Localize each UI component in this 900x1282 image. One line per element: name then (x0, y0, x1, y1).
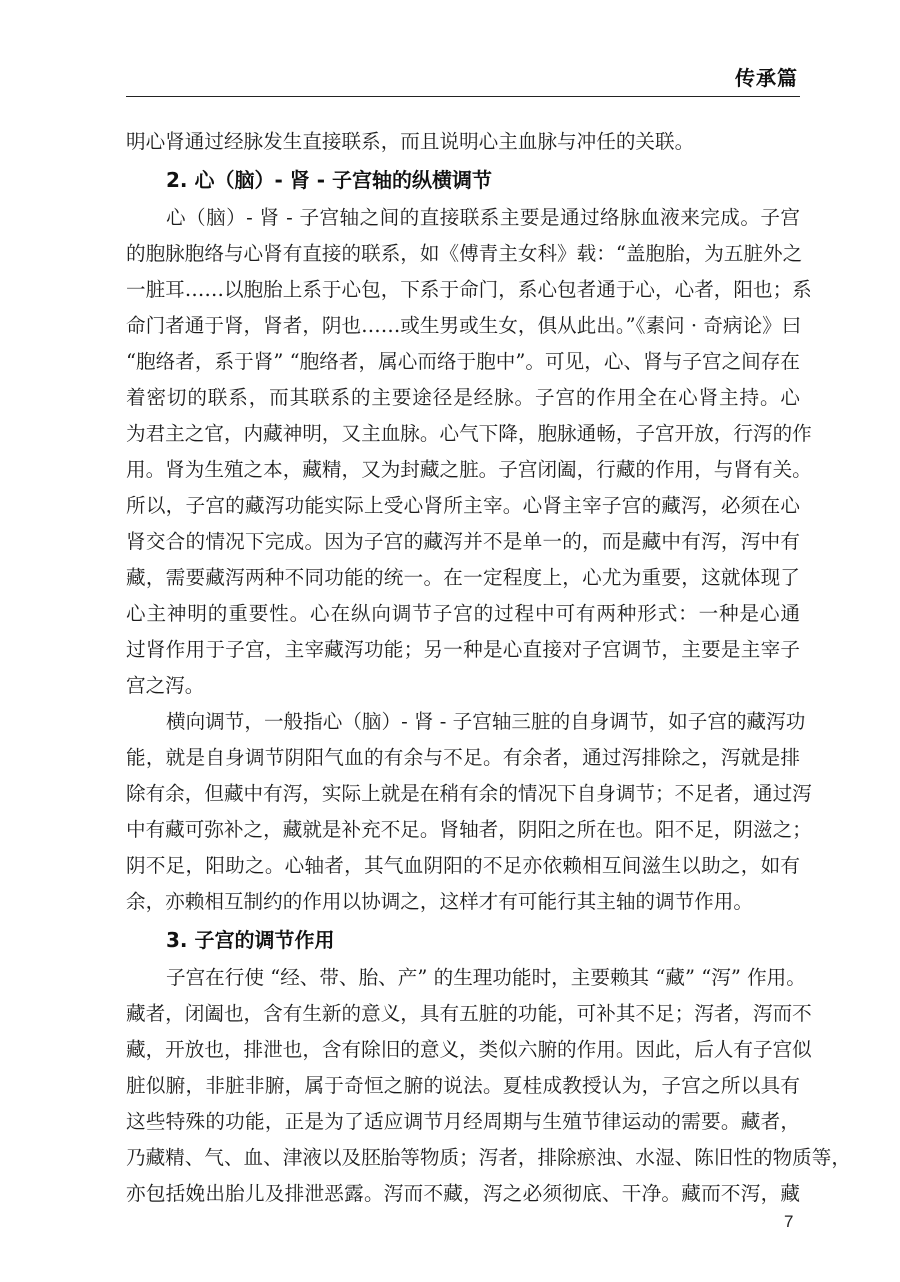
text-line: 子宫在行使 “经、带、胎、产” 的生理功能时，主要赖其 “藏” “泻” 作用。 (166, 966, 806, 989)
text-line: 过肾作用于子宫，主宰藏泻功能；另一种是心直接对子宫调节，主要是主宰子 (126, 638, 800, 661)
text-line: 中有藏可弥补之，藏就是补充不足。肾轴者，阴阳之所在也。阳不足，阴滋之； (126, 818, 812, 841)
text-line: 亦包括娩出胎儿及排泄恶露。泻而不藏，泻之必须彻底、干净。藏而不泻，藏 (126, 1182, 800, 1205)
text-line: 余，亦赖相互制约的作用以协调之，这样才有可能行其主轴的调节作用。 (126, 890, 753, 913)
text-line: 命门者通于肾，肾者，阴也……或生男或生女，俱从此出。”《素问 · 奇病论》曰 (126, 314, 802, 337)
text-line: 除有余，但藏中有泻，实际上就是在稍有余的情况下自身调节；不足者，通过泻 (126, 782, 812, 805)
section-heading: 2. 心（脑）- 肾 - 子宫轴的纵横调节 (166, 168, 492, 192)
text-line: 为君主之官，内藏神明，又主血脉。心气下降，胞脉通畅，子宫开放，行泻的作 (126, 422, 812, 445)
text-line: 乃藏精、气、血、津液以及胚胎等物质；泻者，排除瘀浊、水湿、陈旧性的物质等， (126, 1146, 851, 1169)
text-line: 的胞脉胞络与心肾有直接的联系，如《傅青主女科》载：“盖胞胎，为五脏外之 (126, 242, 803, 265)
text-line: 横向调节，一般指心（脑）- 肾 - 子宫轴三脏的自身调节，如子宫的藏泻功 (166, 710, 806, 733)
text-line: 用。肾为生殖之本，藏精，又为封藏之脏。子宫闭阖，行藏的作用，与肾有关。 (126, 458, 812, 481)
paragraph (126, 704, 812, 920)
text-line: 脏似腑，非脏非腑，属于奇恒之腑的说法。夏桂成教授认为，子宫之所以具有 (126, 1074, 800, 1097)
page-number: 7 (784, 1212, 794, 1231)
text-line: 藏者，闭阖也，含有生新的意义，具有五脏的功能，可补其不足；泻者，泻而不 (126, 1002, 812, 1025)
text-line: 阴不足，阳助之。心轴者，其气血阴阳的不足亦依赖相互间滋生以助之，如有 (126, 854, 800, 877)
text-line: 着密切的联系，而其联系的主要途径是经脉。子宫的作用全在心肾主持。心 (126, 386, 800, 409)
running-header (126, 60, 800, 97)
text-line: 能，就是自身调节阴阳气血的有余与不足。有余者，通过泻排除之，泻就是排 (126, 746, 800, 769)
paragraph (126, 200, 812, 704)
paragraph-continuation (126, 124, 800, 160)
text-line: 心（脑）- 肾 - 子宫轴之间的直接联系主要是通过络脉血液来完成。子宫 (166, 206, 800, 229)
text-line: 这些特殊的功能，正是为了适应调节月经周期与生殖节律运动的需要。藏者， (126, 1110, 800, 1133)
text-line: 所以，子宫的藏泻功能实际上受心肾所主宰。心肾主宰子宫的藏泻，必须在心 (126, 494, 800, 517)
text-line: 宫之泻。 (126, 674, 205, 697)
text-line: 明心肾通过经脉发生直接联系，而且说明心主血脉与冲任的关联。 (126, 130, 695, 153)
text-line: “胞络者，系于肾” “胞络者，属心而络于胞中”。可见，心、肾与子宫之间存在 (126, 350, 800, 373)
text-line: 一脏耳……以胞胎上系于心包，下系于命门，系心包者通于心，心者，阳也；系 (126, 278, 812, 301)
body-text (126, 124, 851, 1212)
text-line: 心主神明的重要性。心在纵向调节子宫的过程中可有两种形式：一种是心通 (126, 602, 800, 625)
section-heading: 3. 子宫的调节作用 (166, 928, 335, 952)
text-line: 藏，需要藏泻两种不同功能的统一。在一定程度上，心尤为重要，这就体现了 (126, 566, 800, 589)
text-line: 藏，开放也，排泄也，含有除旧的意义，类似六腑的作用。因此，后人有子宫似 (126, 1038, 812, 1061)
text-line: 肾交合的情况下完成。因为子宫的藏泻并不是单一的，而是藏中有泻，泻中有 (126, 530, 800, 553)
paragraph (126, 960, 851, 1212)
header-title: 传承篇 (735, 66, 798, 90)
